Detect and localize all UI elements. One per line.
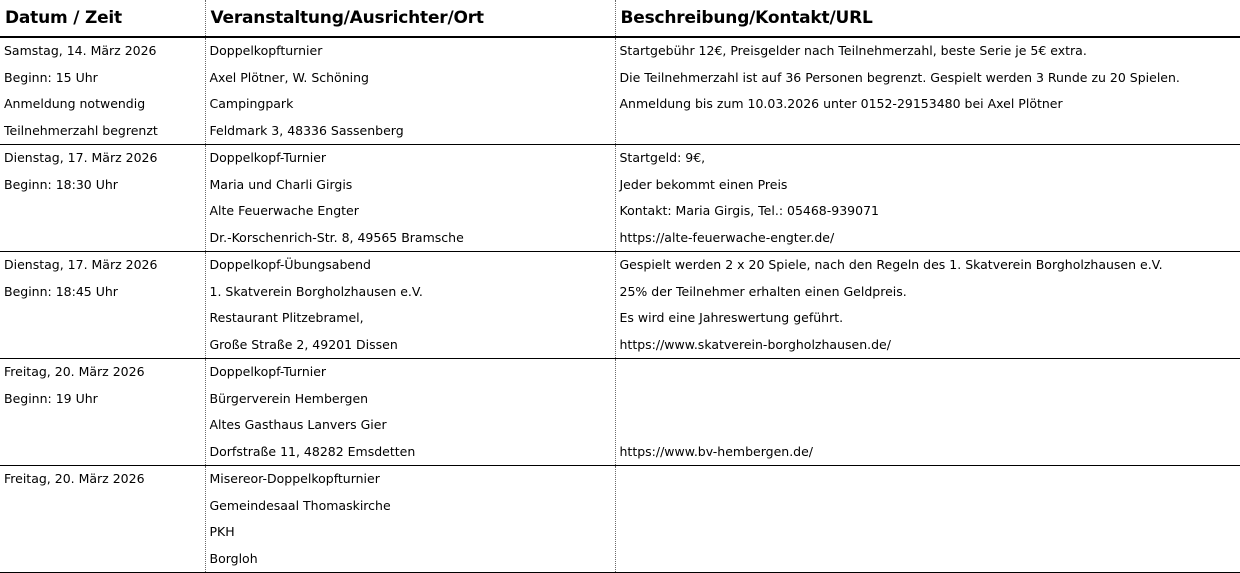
event-datum-line: Teilnehmerzahl begrenzt [0, 118, 205, 145]
event-beschreibung-line [616, 386, 1240, 413]
event-veranstaltung-line: Doppelkopf-Turnier [206, 359, 615, 386]
event-row [0, 359, 1240, 466]
header-beschreibung: Beschreibung/Kontakt/URL [615, 0, 1240, 37]
event-beschreibung-line [616, 546, 1240, 573]
event-veranstaltung-line: Maria und Charli Girgis [206, 172, 615, 199]
event-beschreibung-line: Startgeld: 9€, [616, 145, 1240, 172]
event-veranstaltung-line: Bürgerverein Hembergen [206, 386, 615, 413]
event-veranstaltung-line: Borgloh [206, 546, 615, 573]
event-beschreibung-line: https://www.skatverein-borgholzhausen.de/ [616, 332, 1240, 359]
event-datum-line: Beginn: 18:30 Uhr [0, 172, 205, 199]
event-datum-line: Dienstag, 17. März 2026 [0, 252, 205, 279]
event-beschreibung-line [616, 466, 1240, 493]
event-veranstaltung-line: Restaurant Plitzebramel, [206, 305, 615, 332]
event-veranstaltung-cell [205, 359, 615, 466]
event-beschreibung-line: https://www.bv-hembergen.de/ [616, 439, 1240, 466]
header-datum: Datum / Zeit [0, 0, 205, 37]
event-datum-line [0, 493, 205, 520]
event-veranstaltung-cell [205, 145, 615, 252]
event-beschreibung-cell [615, 359, 1240, 466]
event-veranstaltung-line: Altes Gasthaus Lanvers Gier [206, 412, 615, 439]
event-veranstaltung-cell [205, 466, 615, 573]
event-beschreibung-line: Jeder bekommt einen Preis [616, 172, 1240, 199]
header-veranstaltung: Veranstaltung/Ausrichter/Ort [205, 0, 615, 37]
event-beschreibung-cell [615, 37, 1240, 145]
header-row [0, 0, 1240, 37]
event-veranstaltung-line: Axel Plötner, W. Schöning [206, 65, 615, 92]
event-beschreibung-line: https://alte-feuerwache-engter.de/ [616, 225, 1240, 252]
event-veranstaltung-line: Große Straße 2, 49201 Dissen [206, 332, 615, 359]
event-veranstaltung-line: Doppelkopfturnier [206, 38, 615, 65]
event-beschreibung-line: Kontakt: Maria Girgis, Tel.: 05468-939071 [616, 198, 1240, 225]
event-beschreibung-line [616, 118, 1240, 145]
event-row [0, 466, 1240, 573]
event-datum-cell [0, 359, 205, 466]
event-beschreibung-line [616, 412, 1240, 439]
event-datum-line: Samstag, 14. März 2026 [0, 38, 205, 65]
event-veranstaltung-line: Gemeindesaal Thomaskirche [206, 493, 615, 520]
event-datum-line: Beginn: 19 Uhr [0, 386, 205, 413]
event-veranstaltung-line: 1. Skatverein Borgholzhausen e.V. [206, 279, 615, 306]
event-row [0, 252, 1240, 359]
event-beschreibung-cell [615, 466, 1240, 573]
event-datum-line [0, 198, 205, 225]
event-datum-line: Dienstag, 17. März 2026 [0, 145, 205, 172]
event-beschreibung-line: Startgebühr 12€, Preisgelder nach Teilnehmerzahl, beste Serie je 5€ extra. [616, 38, 1240, 65]
event-beschreibung-line [616, 359, 1240, 386]
event-beschreibung-line: Gespielt werden 2 x 20 Spiele, nach den Regeln des 1. Skatverein Borgholzhausen e.V. [616, 252, 1240, 279]
event-beschreibung-line: Anmeldung bis zum 10.03.2026 unter 0152-29153480 bei Axel Plötner [616, 91, 1240, 118]
event-veranstaltung-line: Dorfstraße 11, 48282 Emsdetten [206, 439, 615, 466]
event-beschreibung-line [616, 493, 1240, 520]
event-datum-line [0, 305, 205, 332]
event-datum-line: Freitag, 20. März 2026 [0, 466, 205, 493]
event-beschreibung-line: Es wird eine Jahreswertung geführt. [616, 305, 1240, 332]
event-veranstaltung-line: Alte Feuerwache Engter [206, 198, 615, 225]
event-veranstaltung-line: Misereor-Doppelkopfturnier [206, 466, 615, 493]
event-datum-cell [0, 37, 205, 145]
event-veranstaltung-line: Feldmark 3, 48336 Sassenberg [206, 118, 615, 145]
event-datum-cell [0, 466, 205, 573]
event-beschreibung-line: 25% der Teilnehmer erhalten einen Geldpreis. [616, 279, 1240, 306]
event-veranstaltung-line: PKH [206, 519, 615, 546]
event-veranstaltung-line: Doppelkopf-Übungsabend [206, 252, 615, 279]
event-beschreibung-line [616, 519, 1240, 546]
event-datum-line: Beginn: 15 Uhr [0, 65, 205, 92]
event-veranstaltung-line: Dr.-Korschenrich-Str. 8, 49565 Bramsche [206, 225, 615, 252]
event-datum-line [0, 546, 205, 573]
event-beschreibung-cell [615, 252, 1240, 359]
event-veranstaltung-cell [205, 37, 615, 145]
event-datum-cell [0, 145, 205, 252]
event-datum-line [0, 225, 205, 252]
event-datum-cell [0, 252, 205, 359]
event-veranstaltung-line: Campingpark [206, 91, 615, 118]
event-datum-line: Anmeldung notwendig [0, 91, 205, 118]
event-datum-line [0, 332, 205, 359]
event-datum-line: Beginn: 18:45 Uhr [0, 279, 205, 306]
event-datum-line [0, 519, 205, 546]
event-datum-line: Freitag, 20. März 2026 [0, 359, 205, 386]
event-veranstaltung-line: Doppelkopf-Turnier [206, 145, 615, 172]
event-veranstaltung-cell [205, 252, 615, 359]
event-row [0, 37, 1240, 145]
event-row [0, 145, 1240, 252]
event-beschreibung-line: Die Teilnehmerzahl ist auf 36 Personen begrenzt. Gespielt werden 3 Runde zu 20 Spielen. [616, 65, 1240, 92]
event-beschreibung-cell [615, 145, 1240, 252]
event-datum-line [0, 412, 205, 439]
event-datum-line [0, 439, 205, 466]
